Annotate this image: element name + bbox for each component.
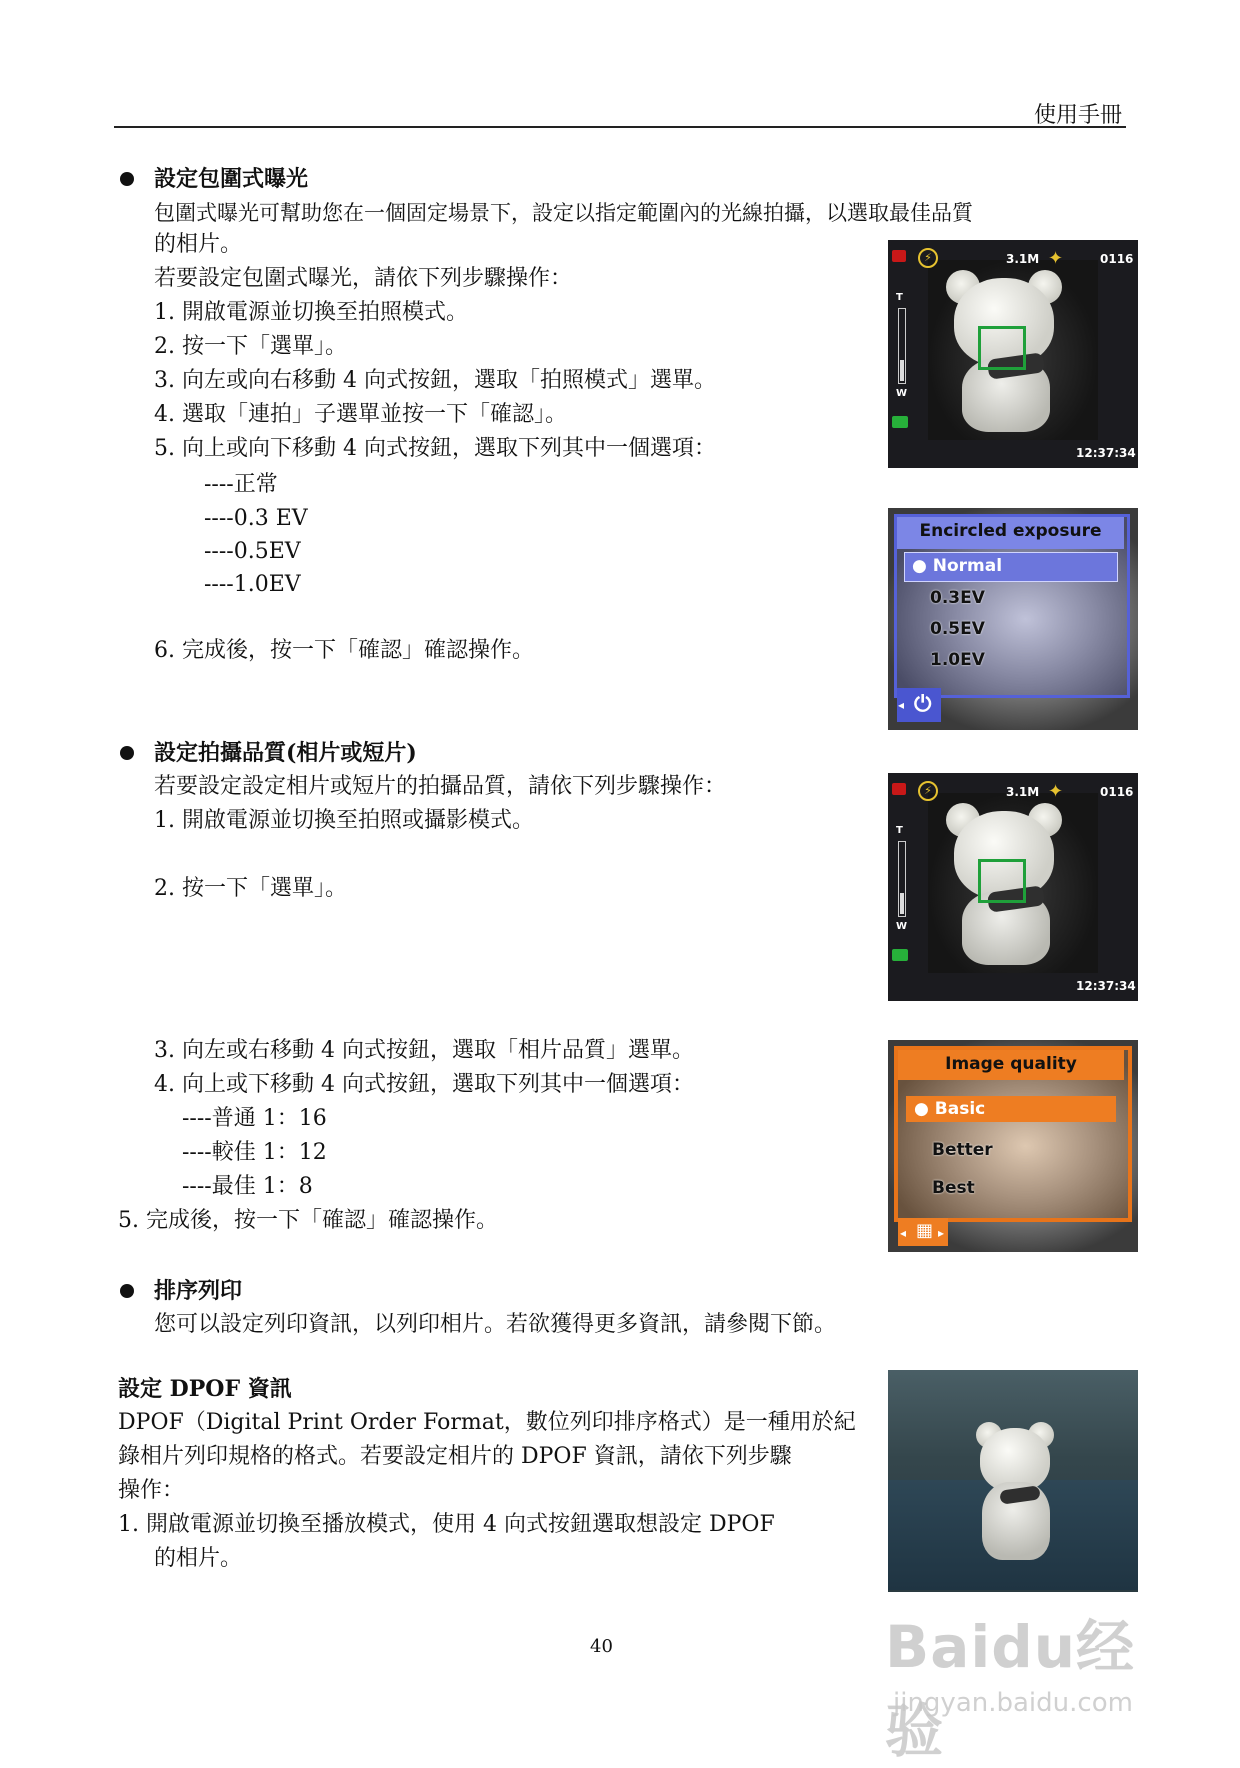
zoom-tele-label: T [896, 292, 903, 303]
camera-mode-icon [892, 250, 906, 262]
flash-icon: ⚡ [918, 781, 938, 801]
shots-remaining: 0116 [1100, 252, 1134, 266]
section2-step2: 2. 按一下「選單」。 [154, 876, 347, 901]
section1-step4: 4. 選取「連拍」子選單並按一下「確認」。 [154, 402, 567, 427]
section1-step2: 2. 按一下「選單」。 [154, 334, 347, 359]
section2-step5: 5. 完成後，按一下「確認」確認操作。 [118, 1208, 498, 1233]
battery-icon [892, 416, 908, 428]
camera-mode-icon [892, 783, 906, 795]
resolution-label: 3.1M [1006, 785, 1040, 799]
section1-option-10ev: ----1.0EV [204, 572, 301, 597]
zoom-bar [898, 841, 906, 917]
menu-option-normal[interactable]: ● Normal [912, 556, 1003, 576]
zoom-wide-label: W [896, 388, 908, 399]
section1-option-normal: ----正常 [204, 472, 278, 497]
quality-icon: ✦ [1048, 248, 1064, 269]
quality-grid-icon[interactable]: ▦ [916, 1220, 934, 1241]
bear-on-chair-photo [888, 1370, 1138, 1592]
shots-remaining: 0116 [1100, 785, 1134, 799]
bullet [120, 746, 134, 760]
section2-option-basic: ----普通 1：16 [182, 1106, 327, 1131]
section4-line3: 操作： [118, 1478, 185, 1503]
section1-step5: 5. 向上或向下移動 4 向式按鈕，選取下列其中一個選項： [154, 436, 716, 461]
section2-option-better: ----較佳 1：12 [182, 1140, 327, 1165]
section1-step6: 6. 完成後，按一下「確認」確認操作。 [154, 638, 534, 663]
flash-icon: ⚡ [918, 248, 938, 268]
section2-step3: 3. 向左或右移動 4 向式按鈕，選取「相片品質」選單。 [154, 1038, 694, 1063]
bullet [120, 1284, 134, 1298]
zoom-wide-label: W [896, 921, 908, 932]
section2-heading: 設定拍攝品質(相片或短片) [154, 740, 417, 766]
menu-option-basic[interactable]: ● Basic [914, 1099, 986, 1119]
section1-step1: 1. 開啟電源並切換至拍照模式。 [154, 300, 468, 325]
section1-option-03ev: ----0.3 EV [204, 506, 308, 531]
section4-step1-line1: 1. 開啟電源並切換至播放模式，使用 4 向式按鈕選取想設定 DPOF [118, 1512, 775, 1537]
menu-option-10ev[interactable]: 1.0EV [930, 650, 985, 670]
camera-liveview-image [888, 773, 1138, 1001]
camera-liveview-image [888, 240, 1138, 468]
page-header [114, 92, 1126, 128]
quality-icon: ✦ [1048, 781, 1064, 802]
header-title: 使用手冊 [1033, 103, 1122, 128]
zoom-tele-label: T [896, 825, 903, 836]
section4-step1-line2: 的相片。 [154, 1546, 243, 1571]
section3-heading: 排序列印 [154, 1278, 243, 1304]
battery-icon [892, 949, 908, 961]
section1-step3: 3. 向左或向右移動 4 向式按鈕，選取「拍照模式」選單。 [154, 368, 716, 393]
section4-heading: 設定 DPOF 資訊 [118, 1376, 292, 1402]
menu-option-better[interactable]: Better [932, 1140, 993, 1160]
section1-intro-line1: 包圍式曝光可幫助您在一個固定場景下，設定以指定範圍內的光線拍攝，以選取最佳品質 [154, 201, 973, 225]
menu-title: Encircled exposure [919, 521, 1102, 541]
section1-lead: 若要設定包圍式曝光，請依下列步驟操作： [154, 266, 573, 291]
section1-option-05ev: ----0.5EV [204, 539, 301, 564]
section2-step1: 1. 開啟電源並切換至拍照或攝影模式。 [154, 808, 534, 833]
clock-time: 12:37:34 [1076, 446, 1136, 460]
menu-option-05ev[interactable]: 0.5EV [930, 619, 985, 639]
section2-step4: 4. 向上或下移動 4 向式按鈕，選取下列其中一個選項： [154, 1072, 694, 1097]
watermark-brand: Baidu经验 [885, 1613, 1136, 1765]
clock-time: 12:37:34 [1076, 979, 1136, 993]
arrow-left-icon[interactable]: ◂ [898, 698, 905, 712]
page-number: 40 [590, 1636, 613, 1657]
arrow-left-icon[interactable]: ◂ [900, 1226, 907, 1240]
watermark-url: jingyan.baidu.com [893, 1688, 1133, 1718]
focus-frame-icon [978, 859, 1026, 903]
baidu-watermark [885, 1600, 1175, 1765]
focus-frame-icon [978, 326, 1026, 370]
section2-lead: 若要設定設定相片或短片的拍攝品質，請依下列步驟操作： [154, 774, 727, 799]
section1-heading: 設定包圍式曝光 [154, 166, 309, 192]
image-quality-menu-image [888, 1040, 1138, 1252]
arrow-right-icon[interactable]: ▸ [938, 1226, 945, 1240]
menu-title: Image quality [945, 1054, 1077, 1074]
menu-option-best[interactable]: Best [932, 1178, 975, 1198]
section4-line2: 錄相片列印規格的格式。若要設定相片的 DPOF 資訊，請依下列步驟 [118, 1444, 792, 1469]
resolution-label: 3.1M [1006, 252, 1040, 266]
section4-line1: DPOF（Digital Print Order Format，數位列印排序格式）是一種用於紀 [118, 1410, 856, 1435]
section1-intro-line2: 的相片。 [154, 232, 243, 257]
section2-option-best: ----最佳 1：8 [182, 1174, 313, 1199]
section3-body: 您可以設定列印資訊，以列印相片。若欲獲得更多資訊，請參閱下節。 [154, 1312, 837, 1337]
power-icon[interactable]: ⏻ [914, 692, 932, 717]
encircled-exposure-menu-image [888, 508, 1138, 730]
bullet [120, 172, 134, 186]
menu-option-03ev[interactable]: 0.3EV [930, 588, 985, 608]
zoom-bar [898, 308, 906, 384]
